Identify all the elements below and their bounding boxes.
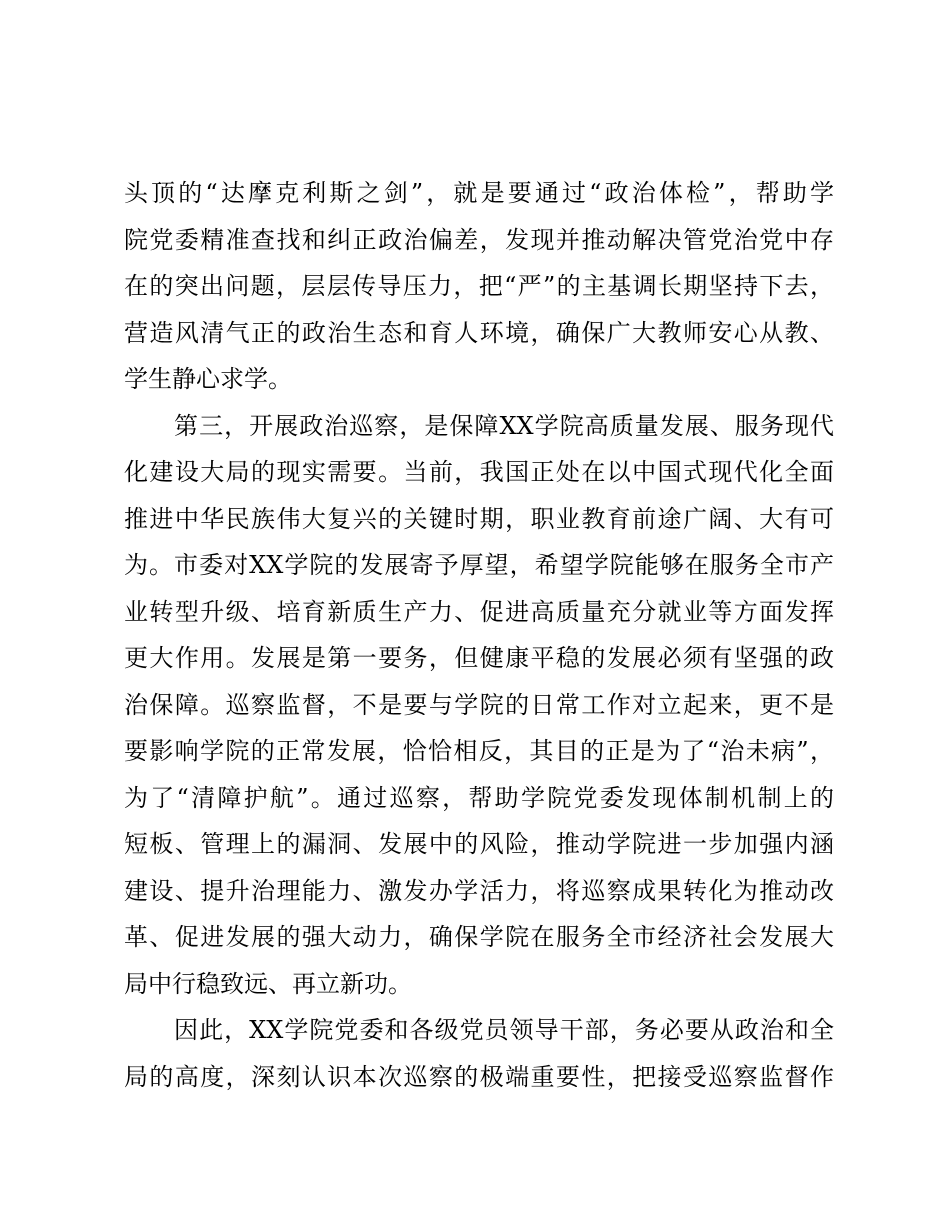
paragraph-start-line: 第三，开展政治巡察，是保障XX学院高质量发展、服务现代 [124, 411, 834, 440]
text-line: 营造风清气正的政治生态和育人环境，确保广大教师安心从教、 [124, 318, 834, 347]
text-line: 局中行稳致远、再立新功。 [124, 969, 412, 998]
document-body [124, 170, 834, 1100]
text-line: 头顶的“达摩克利斯之剑”，就是要通过“政治体检”，帮助学 [124, 179, 834, 207]
text-line: 建设、提升治理能力、激发办学活力，将巡察成果转化为推动改 [124, 876, 834, 905]
text-line: 业转型升级、培育新质生产力、促进高质量充分就业等方面发挥 [124, 597, 834, 626]
text-line: 要影响学院的正常发展，恰恰相反，其目的正是为了“治未病”， [124, 737, 834, 765]
text-line: 治保障。巡察监督，不是要与学院的日常工作对立起来，更不是 [124, 690, 834, 719]
paragraph-start-line: 因此，XX学院党委和各级党员领导干部，务必要从政治和全 [124, 1016, 834, 1044]
text-line: 局的高度，深刻认识本次巡察的极端重要性，把接受巡察监督作 [124, 1062, 834, 1091]
text-line: 更大作用。发展是第一要务，但健康平稳的发展必须有坚强的政 [124, 644, 834, 672]
text-line: 学生静心求学。 [124, 365, 292, 393]
text-line: 革、促进发展的强大动力，确保学院在服务全市经济社会发展大 [124, 923, 834, 951]
text-line: 院党委精准查找和纠正政治偏差，发现并推动解决管党治党中存 [124, 225, 834, 254]
text-line: 在的突出问题，层层传导压力，把“严”的主基调长期坚持下去， [124, 272, 834, 300]
text-line: 为。市委对XX学院的发展寄予厚望，希望学院能够在服务全市产 [124, 551, 834, 579]
text-line: 化建设大局的现实需要。当前，我国正处在以中国式现代化全面 [124, 458, 834, 486]
text-line: 短板、管理上的漏洞、发展中的风险，推动学院进一步加强内涵 [124, 830, 834, 858]
text-line: 推进中华民族伟大复兴的关键时期，职业教育前途广阔、大有可 [124, 504, 834, 533]
text-line: 为了“清障护航”。通过巡察，帮助学院党委发现体制机制上的 [124, 783, 834, 812]
